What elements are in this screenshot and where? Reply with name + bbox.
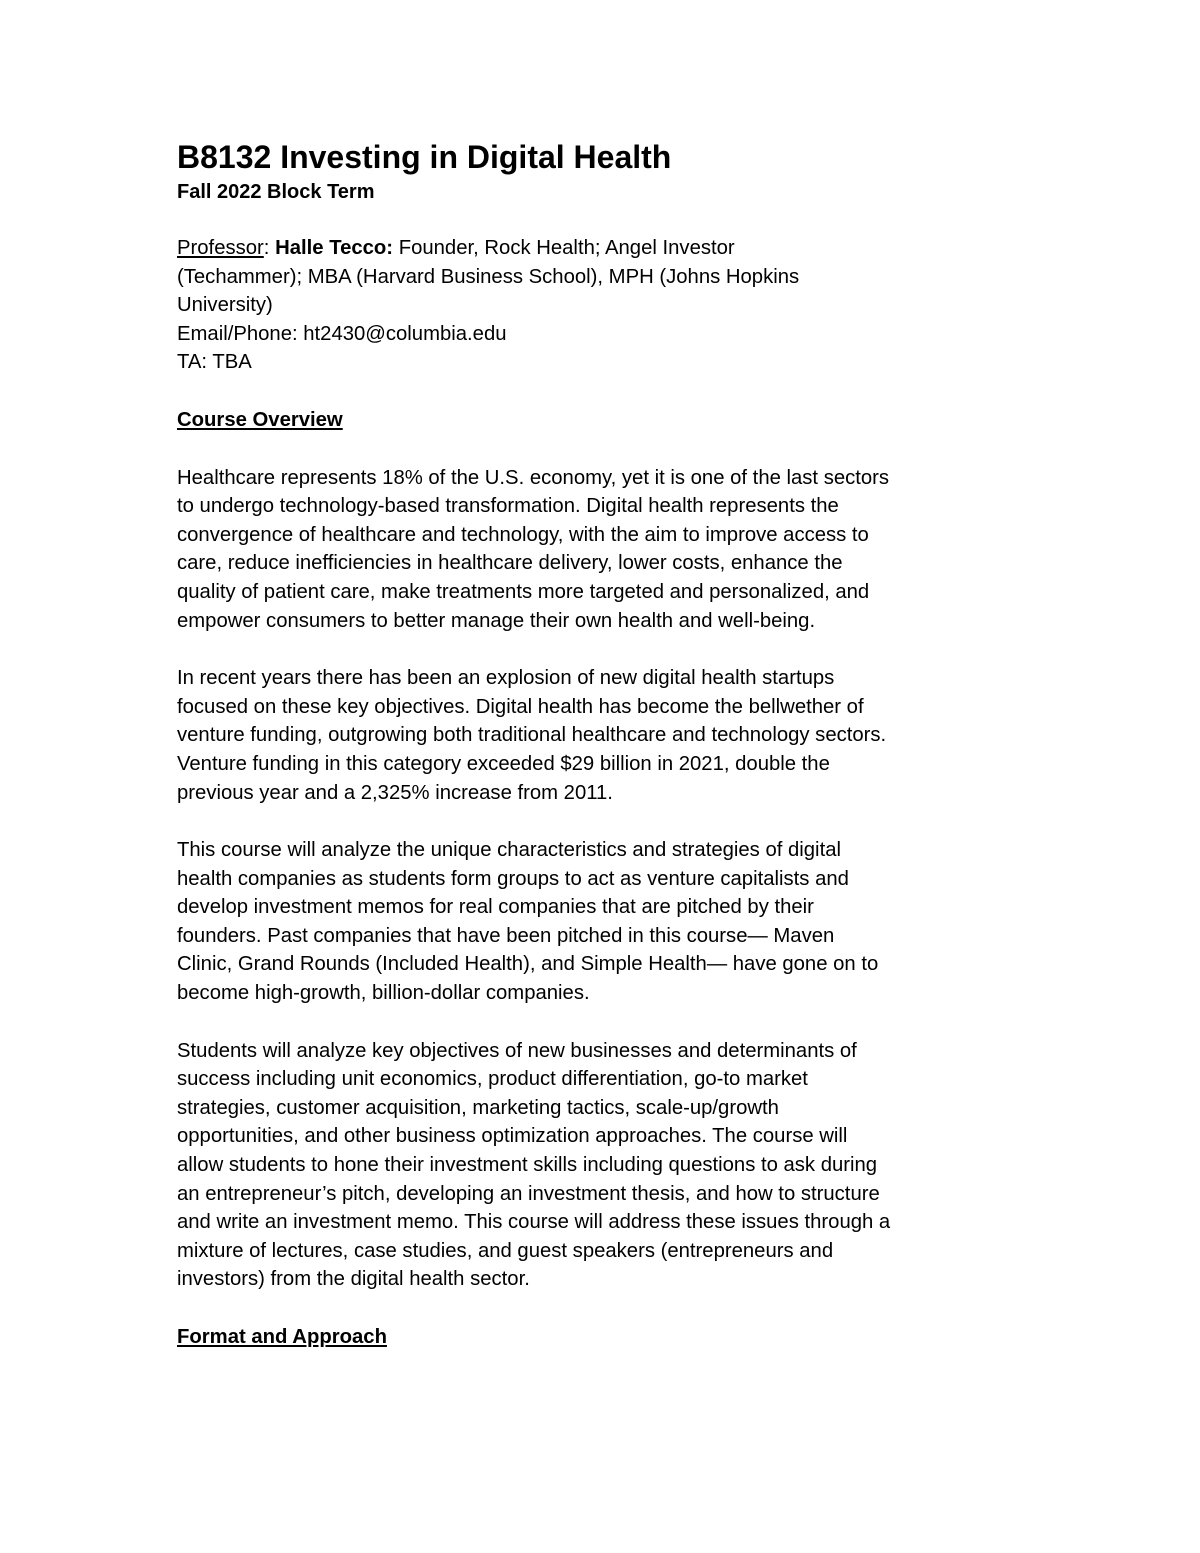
paragraph-line: success including unit economics, product differentiation, go-to market	[177, 1068, 808, 1091]
contact-line: Email/Phone: ht2430@columbia.edu	[177, 322, 507, 345]
professor-line-3: University)	[177, 294, 273, 317]
professor-line-2: (Techammer); MBA (Harvard Business School), MPH (Johns Hopkins	[177, 265, 800, 288]
paragraph-line: to undergo technology-based transformation. Digital health represents the	[177, 495, 839, 518]
professor-label-suffix: :	[263, 237, 276, 259]
paragraph-line: strategies, customer acquisition, marketing tactics, scale-up/growth	[177, 1096, 779, 1119]
paragraph-line: an entrepreneur’s pitch, developing an investment thesis, and how to structure	[177, 1182, 880, 1205]
professor-label: Professor	[177, 237, 264, 259]
paragraph-line: develop investment memos for real companies that are pitched by their	[177, 896, 814, 919]
paragraph-line: convergence of healthcare and technology, with the aim to improve access to	[177, 523, 869, 546]
course-term: Fall 2022 Block Term	[177, 181, 375, 203]
overview-paragraph-4	[177, 1037, 1037, 1294]
paragraph-line: Students will analyze key objectives of new businesses and determinants of	[177, 1039, 857, 1062]
paragraph-line: quality of patient care, make treatments more targeted and personalized, and	[177, 580, 870, 603]
paragraph-line: care, reduce inefficiencies in healthcare delivery, lower costs, enhance the	[177, 552, 843, 575]
paragraph-line: Clinic, Grand Rounds (Included Health), and Simple Health— have gone on to	[177, 953, 879, 976]
paragraph-line: previous year and a 2,325% increase from 2011.	[177, 781, 613, 804]
course-title: B8132 Investing in Digital Health	[177, 139, 672, 175]
overview-paragraph-3	[177, 836, 1037, 1008]
paragraph-line: venture funding, outgrowing both traditional healthcare and technology sectors.	[177, 724, 887, 747]
professor-line1-rest: Founder, Rock Health; Angel Investor	[393, 237, 735, 259]
paragraph-line: This course will analyze the unique characteristics and strategies of digital	[177, 839, 841, 862]
paragraph-line: mixture of lectures, case studies, and guest speakers (entrepreneurs and	[177, 1239, 834, 1262]
paragraph-line: and write an investment memo. This course will address these issues through a	[177, 1211, 891, 1234]
paragraph-line: opportunities, and other business optimization approaches. The course will	[177, 1125, 848, 1148]
paragraph-line: health companies as students form groups to act as venture capitalists and	[177, 867, 849, 890]
paragraph-line: focused on these key objectives. Digital health has become the bellwether of	[177, 695, 864, 718]
paragraph-line: become high-growth, billion-dollar companies.	[177, 982, 590, 1005]
professor-line-1	[177, 234, 1037, 263]
instructor-info	[177, 234, 1037, 377]
ta-line: TA: TBA	[177, 351, 252, 374]
paragraph-line: allow students to hone their investment skills including questions to ask during	[177, 1154, 878, 1177]
format-approach-heading: Format and Approach	[177, 1326, 387, 1348]
paragraph-line: In recent years there has been an explosion of new digital health startups	[177, 667, 835, 690]
professor-name: Halle Tecco:	[275, 237, 394, 259]
paragraph-line: Venture funding in this category exceeded $29 billion in 2021, double the	[177, 752, 830, 775]
paragraph-line: Healthcare represents 18% of the U.S. economy, yet it is one of the last sectors	[177, 466, 890, 489]
paragraph-line: investors) from the digital health sector.	[177, 1268, 530, 1291]
overview-paragraph-1	[177, 464, 1037, 636]
overview-paragraph-2	[177, 664, 1037, 807]
paragraph-line: founders. Past companies that have been pitched in this course— Maven	[177, 924, 835, 947]
document-page	[177, 136, 1037, 1352]
paragraph-line: empower consumers to better manage their own health and well-being.	[177, 609, 816, 632]
course-overview-heading: Course Overview	[177, 408, 343, 431]
